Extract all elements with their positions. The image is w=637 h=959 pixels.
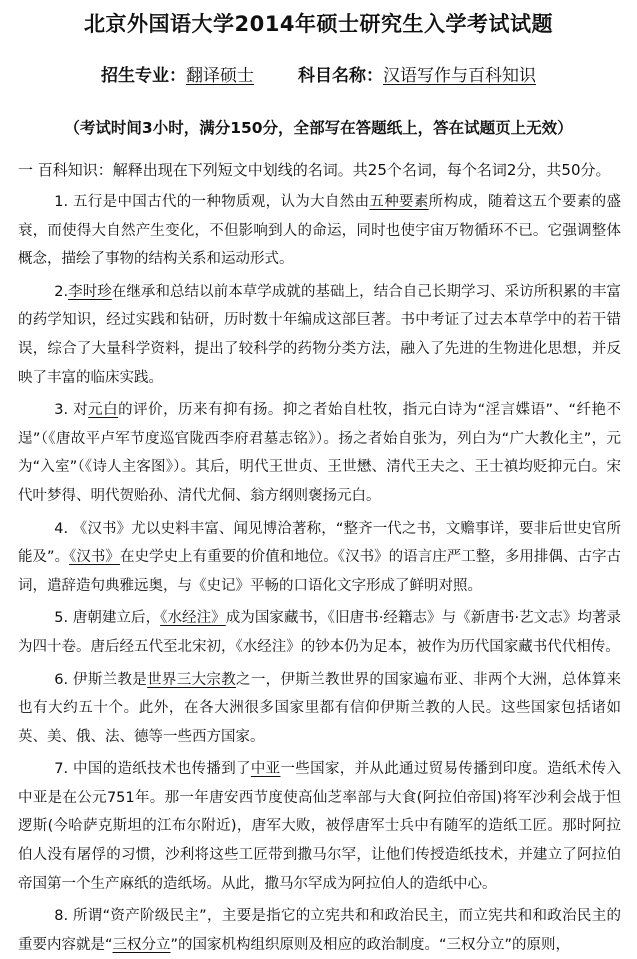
major-value: 翻译硕士 [186, 66, 254, 86]
major-label: 招生专业： [101, 66, 186, 86]
question-paragraph: 4. 《汉书》尤以史料丰富、闻见博洽著称，“整齐一代之书，文赡事详，要非后世史官所能及”。《汉书》在史学史上有重要的价值和地位。《汉书》的语言庄严工整，多用排偶、古字古词，遣辞造句典雅远奥，与《史记》平畅的口语化文字形成了鲜明对照。 [18, 520, 621, 594]
underlined-term: 李时珍 [68, 283, 112, 300]
exam-notice: （考试时间3小时，满分150分，全部写在答题纸上，答在试题页上无效） [64, 119, 573, 137]
question-paragraph: 3. 对元白的评价，历来有抑有扬。抑之者始自杜牧，指元白诗为“淫言媟语”、“纤艳不逞”（《唐故平卢军节度巡官陇西李府君墓志铭》）。扬之者始自张为，列白为“广大教化主”，元为“入室”（《诗人主客图》）。其后，明代王世贞、王世懋、清代王夫之、王士禛均贬抑元白。宋代叶梦得、明代贺贻孙、清代尤侗、翁方纲则褒扬元白。 [18, 402, 621, 504]
underlined-term: 五种要素 [369, 194, 429, 210]
underlined-term: 三权分立 [112, 936, 171, 953]
question-paragraph: 5. 唐朝建立后，《水经注》成为国家藏书，《旧唐书·经籍志》与《新唐书·艺文志》均著录为四十卷。唐后经五代至北宋初，《水经注》的钞本仍为足本，被作为历代国家藏书代代相传。 [18, 610, 622, 655]
exam-meta [0, 61, 637, 86]
underlined-term: 中亚 [250, 761, 281, 778]
section-heading: 一 百科知识：解释出现在下列短文中划线的名词。共25个名词，每个名词2分，共50分。 [18, 161, 611, 179]
question-paragraph: 8. 所谓“资产阶级民主”，主要是指它的立宪共和和政治民主，而立宪共和和政治民主的重要内容就是“三权分立”的国家机构组织原则及相应的政治制度。“三权分立”的原则， [18, 908, 621, 953]
underlined-term: 元白 [88, 402, 119, 419]
subject-value: 汉语写作与百科知识 [383, 66, 536, 86]
underlined-term: 《汉书》 [69, 549, 120, 566]
subject-label: 科目名称： [298, 66, 383, 86]
section-encyclopedia [18, 156, 621, 959]
question-paragraph: 6. 伊斯兰教是世界三大宗教之一，伊斯兰教世界的国家遍布亚、非两个大洲，总体算来也有大约五十个。此外，在各大洲很多国家里都有信仰伊斯兰教的人民。这些国家包括诸如英、美、俄、法、德等一些西方国家。 [18, 671, 621, 745]
underlined-term: 《水经注》 [160, 610, 226, 627]
question-paragraph: 2.李时珍在继承和总结以前本草学成就的基础上，结合自己长期学习、采访所积累的丰富的药学知识，经过实践和钻研，历时数十年编成这部巨著。书中考证了过去本草学中的若干错误，综合了大量科学资料，提出了较科学的药物分类方法，融入了先进的生物进化思想，并反映了丰富的临床实践。 [18, 283, 621, 386]
exam-title: 北京外国语大学2014年硕士研究生入学考试试题 [84, 12, 553, 36]
question-paragraph: 1. 五行是中国古代的一种物质观，认为大自然由五种要素所构成，随着这五个要素的盛衰，而使得大自然产生变化，不但影响到人的命运，同时也使宇宙万物循环不已。它强调整体概念，描绘了事物的结构关系和运动形式。 [18, 194, 621, 268]
question-paragraph: 7. 中国的造纸技术也传播到了中亚一些国家，并从此通过贸易传播到印度。造纸术传入中亚是在公元751年。那一年唐安西节度使高仙芝率部与大食(阿拉伯帝国)将军沙利会战于怛逻斯(今哈萨克斯坦的江布尔附近)，唐军大败，被俘唐军士兵中有随军的造纸工匠。那时阿拉伯人没有屠俘的习惯，沙利将这些工匠带到撒马尔罕，让他们传授造纸技术，并建立了阿拉伯帝国第一个生产麻纸的造纸场。从此，撒马尔罕成为阿拉伯人的造纸中心。 [18, 761, 621, 892]
underlined-term: 世界三大宗教 [147, 671, 237, 688]
